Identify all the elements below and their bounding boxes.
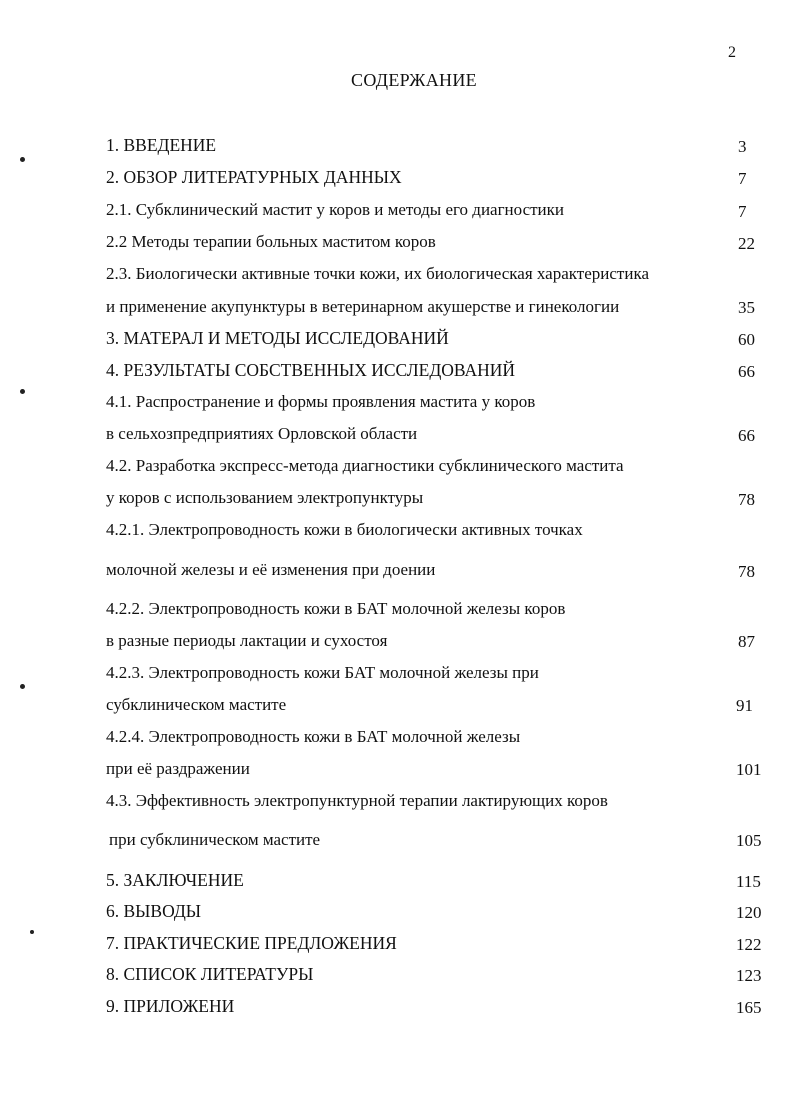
toc-entry-page: 78	[738, 490, 755, 509]
toc-entry-text: 4.1. Распространение и формы проявления мастита у коров	[106, 392, 536, 411]
toc-entry-text: 9. ПРИЛОЖЕНИ	[106, 996, 235, 1016]
page-title: СОДЕРЖАНИЕ	[351, 70, 477, 90]
toc-entry-text: субклиническом мастите	[106, 695, 287, 714]
toc-entry-page: 105	[736, 831, 762, 850]
toc-entry-page: 123	[736, 966, 762, 985]
toc-entry-text: у коров с использованием электропунктуры	[106, 488, 424, 507]
scan-mark	[20, 157, 25, 162]
toc-entry-text: и применение акупунктуры в ветеринарном акушерстве и гинекологии	[106, 297, 620, 316]
toc-entry-text: 4.3. Эффективность электропунктурной терапии лактирующих коров	[106, 791, 608, 810]
toc-entry-text: 8. СПИСОК ЛИТЕРАТУРЫ	[106, 964, 314, 984]
toc-entry-page: 165	[736, 998, 762, 1017]
toc-entry-text: 4.2. Разработка экспресс-метода диагностики субклинического мастита	[106, 456, 624, 475]
toc-entry-text: молочной железы и её изменения при доении	[106, 560, 436, 579]
toc-entry-text: в разные периоды лактации и сухостоя	[106, 631, 388, 650]
toc-entry-page: 115	[736, 872, 761, 891]
page-number: 2	[728, 44, 736, 61]
toc-entry-page: 66	[738, 362, 755, 381]
toc-entry-page: 60	[738, 330, 755, 349]
toc-entry-page: 91	[736, 696, 753, 715]
toc-entry-page: 66	[738, 426, 755, 445]
toc-entry-page: 22	[738, 234, 755, 253]
toc-entry-page: 35	[738, 298, 755, 317]
scan-mark	[20, 684, 25, 689]
toc-entry-text: 5. ЗАКЛЮЧЕНИЕ	[106, 870, 244, 890]
toc-entry-page: 7	[738, 202, 747, 221]
toc-entry-page: 3	[738, 137, 747, 156]
toc-entry-text: 1. ВВЕДЕНИЕ	[106, 135, 217, 155]
toc-entry-text: 3. МАТЕРАЛ И МЕТОДЫ ИССЛЕДОВАНИЙ	[106, 328, 449, 348]
toc-entry-text: 4.2.4. Электропроводность кожи в БАТ молочной железы	[106, 727, 521, 746]
toc-entry-text: 4.2.3. Электропроводность кожи БАТ молочной железы при	[106, 663, 539, 682]
toc-entry-text: 7. ПРАКТИЧЕСКИЕ ПРЕДЛОЖЕНИЯ	[106, 933, 397, 953]
toc-entry-page: 78	[738, 562, 755, 581]
toc-entry-text: при субклиническом мастите	[109, 830, 321, 849]
toc-entry-text: 2.2 Методы терапии больных маститом коров	[106, 232, 436, 251]
toc-entry-page: 120	[736, 903, 762, 922]
toc-entry-text: 4.2.2. Электропроводность кожи в БАТ молочной железы коров	[106, 599, 566, 618]
toc-entry-text: 2.1. Субклинический мастит у коров и методы его диагностики	[106, 200, 565, 219]
toc-entry-text: в сельхозпредприятиях Орловской области	[106, 424, 418, 443]
toc-entry-page: 87	[738, 632, 755, 651]
toc-entry-text: 6. ВЫВОДЫ	[106, 901, 202, 921]
toc-entry-text: 4.2.1. Электропроводность кожи в биологически активных точках	[106, 520, 583, 539]
toc-entry-text: при её раздражении	[106, 759, 250, 778]
toc-entry-page: 7	[738, 169, 747, 188]
toc-entry-page: 101	[736, 760, 762, 779]
scan-mark	[30, 930, 34, 934]
toc-entry-text: 4. РЕЗУЛЬТАТЫ СОБСТВЕННЫХ ИССЛЕДОВАНИЙ	[106, 360, 516, 380]
scan-mark	[20, 389, 25, 394]
toc-entry-text: 2. ОБЗОР ЛИТЕРАТУРНЫХ ДАННЫХ	[106, 167, 402, 187]
toc-entry-page: 122	[736, 935, 762, 954]
toc-entry-text: 2.3. Биологически активные точки кожи, их биологическая характеристика	[106, 264, 649, 283]
